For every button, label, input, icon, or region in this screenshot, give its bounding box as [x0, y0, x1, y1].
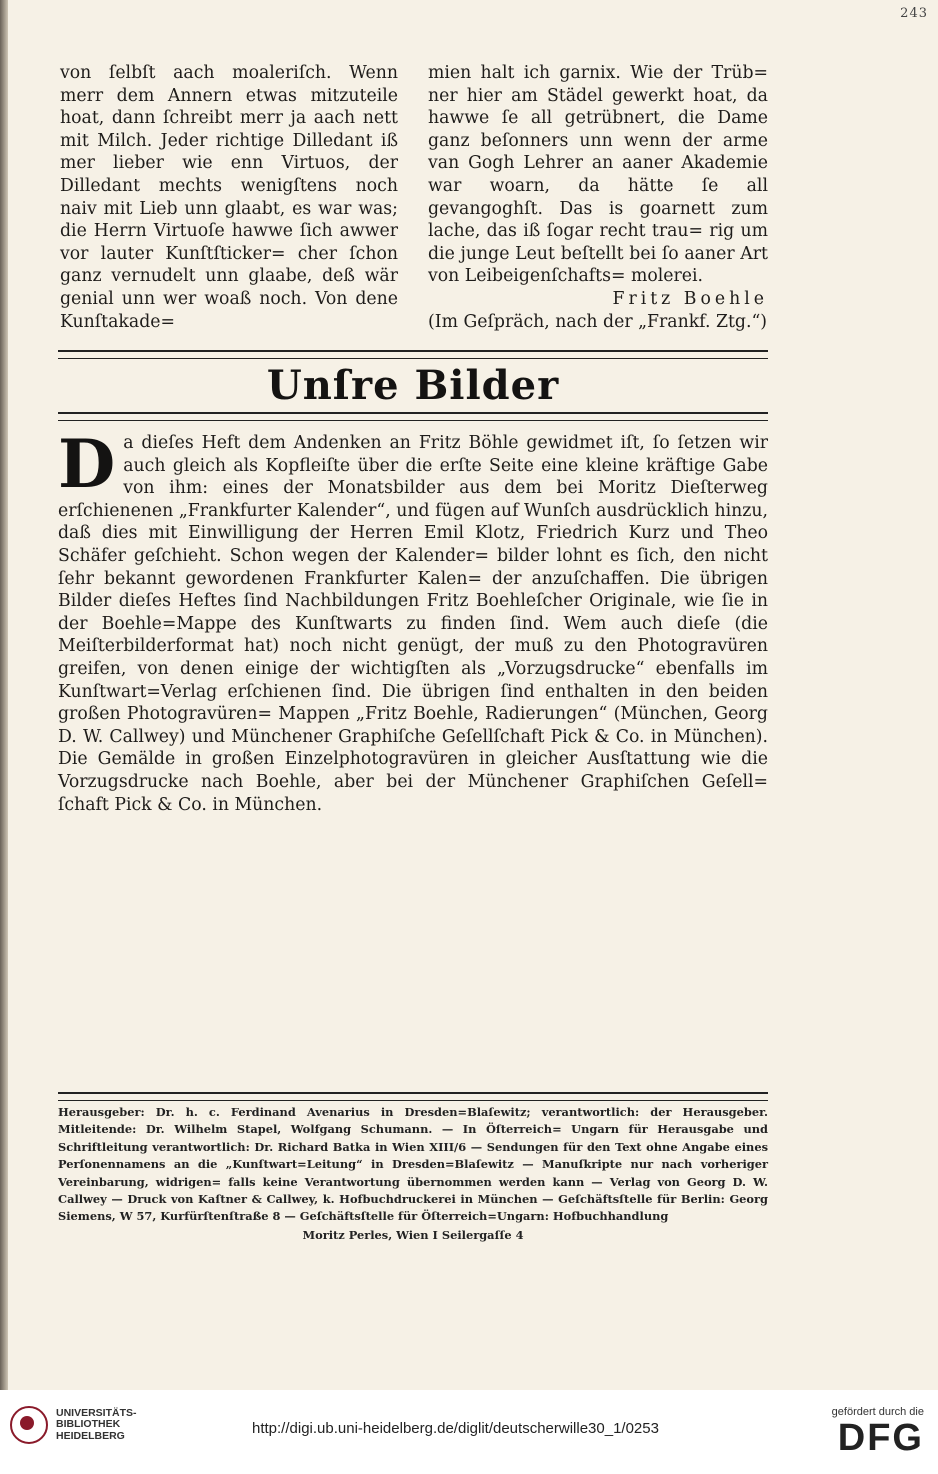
library-name-line: BIBLIOTHEK: [56, 1418, 121, 1431]
imprint-last-line: Moritz Perles, Wien I Seilergaſſe 4: [302, 1227, 524, 1242]
left-column: [60, 62, 398, 333]
article-text: a dieſes Heft dem Andenken an Fritz Böhle gewidmet iſt, ſo ſetzen wir auch gleich als Kopfleiſte über die erſte Seite eine kleine kräftige Gabe von ihm: eines der Monatsbilder aus dem bei Moritz Dieſterweg erſchienenen „Frankfurter Kalender“, und fügen auf Wunſch ausdrücklich hinzu, daß dies mit Einwilligung der Herren Emil Klotz, Friedrich Kurz und Theo Schäfer geſchieht. Schon wegen der Kalender= bilder lohnt es ſich, den nicht ſehr bekannt gewordenen Frankfurter Kalen= der anzuſchaffen. Die übrigen Bilder dieſes Heftes ſind Nachbildungen Fritz Boehleſcher Originale, wie ſie in der Boehle=Mappe des Kunſtwarts zu finden ſind. Wem auch dieſe (die Meiſterbilderformat hat) noch nicht genügt, der muß zu den Photogravüren greifen, von denen einige der wichtigſten als „Vorzugsdrucke“ ebenfalls im Kunſtwart=Verlag erſchienen ſind. Die übrigen ſind enthalten in den beiden großen Photogravüren= Mappen „Fritz Boehle, Radierungen“ (München, Georg D. W. Callwey) und Münchener Graphiſche Geſellſchaft Pick & Co. in München). Die Gemälde in großen Einzelphotogravüren in gleicher Ausſtattung wie die Vorzugsdrucke nach Boehle, aber bei der Münchener Graphiſchen Geſell= ſchaft Pick & Co. in München.: [58, 433, 768, 815]
right-column-body: mien halt ich garnix. Wie der Trüb= ner hier am Städel gewerkt hoat, da hawwe ſe all getrübnert, die Dame ganz beſonners unn wenn der arme van Gogh Lehrer an aaner Akademie war woarn, da hätte ſe all gevangoghſt. Das is goarnett zum lache, das iß ſogar recht trau= rig um die junge Leut beſtellt bei ſo aaner Art von Leibeigenſchafts= molerei.: [428, 63, 768, 287]
signature-source: (Im Geſpräch, nach der „Frankf. Ztg.“): [428, 311, 768, 332]
section-title: Unſre Bilder: [266, 362, 560, 409]
signature-row: [428, 288, 768, 311]
imprint-text: Herausgeber: Dr. h. c. Ferdinand Avenarius in Dresden=Blaſewitz; verantwortlich: der Herausgeber. Mitleitende: Dr. Wilhelm Stapel, Wolfgang Schumann. — In Öſterreich= Ungarn für Herausgabe und Schriftleitung verantwortlich: Dr. Richard Batka in Wien XIII/6 — Sendungen für den Text ohne Angabe eines Perſonennamens an die „Kunſtwart=Leitung“ in Dresden=Blaſewitz — Manuſkripte nur nach vorheriger Vereinbarung, widrigen= falls keine Verantwortung übernommen werden kann — Verlag von Georg D. W. Callwey — Druck von Kaſtner & Callwey, k. Hofbuchdruckerei in München — Geſchäftsſtelle für Berlin: Georg Siemens, W 57, Kurfürſtenſtraße 8 — Geſchäftsſtelle für Öſterreich=Ungarn: Hofbuchhandlung: [58, 1105, 768, 1224]
library-name-line: HEIDELBERG: [56, 1429, 125, 1442]
library-name-line: UNIVERSITÄTS-: [56, 1406, 137, 1419]
dfg-wordmark: DFG: [837, 1417, 924, 1459]
right-column: [428, 62, 768, 333]
library-seal-icon: [10, 1406, 48, 1444]
library-logo[interactable]: [10, 1406, 137, 1444]
funded-by-label: gefördert durch die: [831, 1406, 924, 1418]
page-number: 243: [900, 6, 928, 21]
signature-author: Fritz Boehle: [612, 288, 768, 309]
page-edge-shadow: [0, 0, 8, 1390]
viewer-footer: [0, 1390, 938, 1474]
section-divider-top: [58, 350, 768, 359]
permalink-url[interactable]: http://digi.ub.uni-heidelberg.de/diglit/deutscherwille30_1/0253: [252, 1420, 659, 1437]
right-column-text: [428, 62, 768, 288]
left-column-text: von ſelbſt aach moaleriſch. Wenn merr dem Annern etwas mitzuteile hoat, dann ſchreibt merr ja aach nett mit Milch. Jeder richtige Dilledant iß mer lieber wie enn Virtuos, der Dilledant mechts wenigſtens noch naiv mit Lieb unn glaabt, es war was; die Herrn Virtuoſe hawwe ſich awwer vor lauter Kunſtſticker= cher ſchon ganz vernudelt unn glaabe, deß wär genial unn wer woaß noch. Von dene Kunſtakade=: [60, 63, 398, 332]
dfg-logo[interactable]: [832, 1406, 924, 1458]
imprint-divider: [58, 1092, 768, 1101]
section-divider-bottom: [58, 412, 768, 421]
article-body: [58, 425, 768, 816]
article-paragraph: [58, 425, 768, 816]
imprint: [58, 1104, 768, 1244]
drop-cap: D: [58, 425, 116, 503]
library-name: [56, 1408, 137, 1443]
